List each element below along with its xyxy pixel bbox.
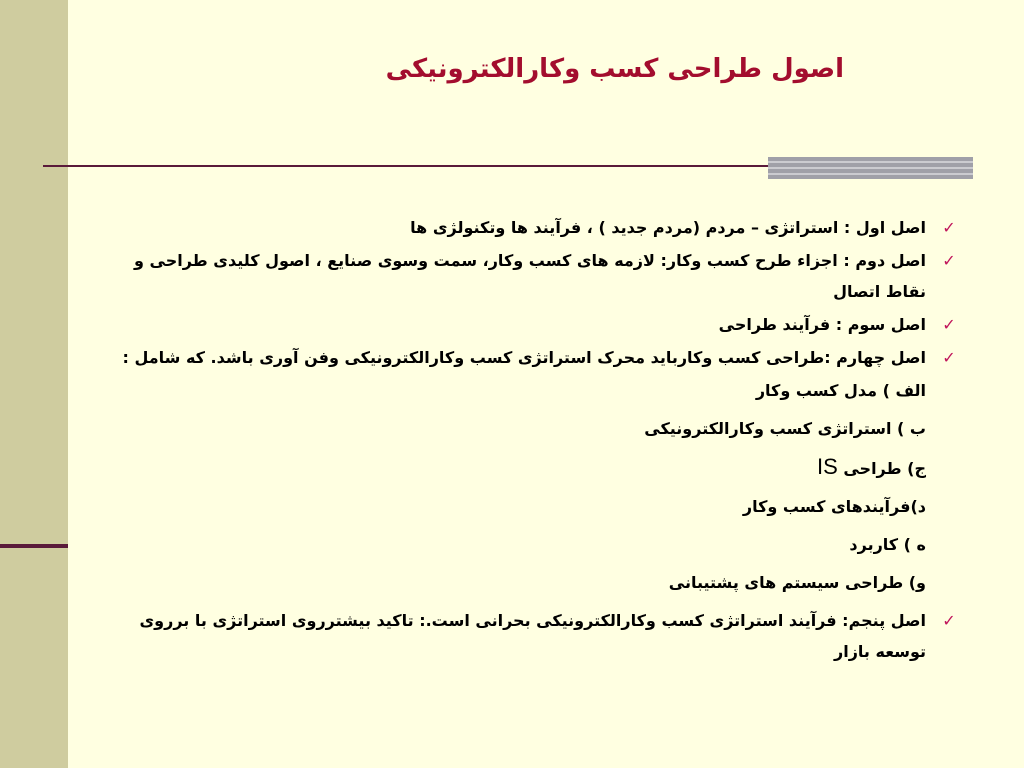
checkmark-bullet-icon: ✓ (942, 315, 956, 334)
bullet-item-5 (108, 605, 958, 667)
checkmark-bullet-icon: ✓ (942, 251, 956, 270)
bullet-item-4 (108, 342, 958, 373)
sub-item-a: الف ) مدل کسب وکار (755, 381, 926, 400)
bullet-text: اصل اول : استراتژی – مردم (مردم جدید ) ، فرآیند ها وتکنولژی ها (410, 218, 926, 237)
left-decorative-band (0, 0, 68, 768)
slide-title: اصول طراحی کسب وکارالکترونیکی (385, 54, 844, 84)
sub-item-c (108, 451, 958, 484)
checkmark-bullet-icon: ✓ (942, 218, 956, 237)
bullet-item-2 (108, 245, 958, 307)
title-decorative-bars (768, 157, 973, 179)
bullet-text: اصل سوم : فرآیند طراحی (718, 315, 926, 334)
bullet-text: اصل پنجم: فرآیند استراتژی کسب وکارالکترونیکی بحرانی است.: تاکید بیشترروی استراتژی با برروی توسعه بازار (139, 611, 926, 661)
sub-item-b: ب ) استراتژی کسب وکارالکترونیکی (644, 419, 926, 438)
slide-content (108, 212, 958, 669)
sub-item-c-latin: IS (816, 454, 838, 479)
sub-item-f: و) طراحی سیستم های پشتیبانی (668, 573, 926, 592)
sub-item-e: ه ) کاربرد (849, 535, 926, 554)
bullet-text: اصل دوم : اجزاء طرح کسب وکار: لازمه های کسب وکار، سمت وسوی صنایع ، اصول کلیدی طراحی و نقاط اتصال (133, 251, 926, 301)
checkmark-bullet-icon: ✓ (942, 611, 956, 630)
bullet-text: اصل چهارم :طراحی کسب وکارباید محرک استراتژی کسب وکارالکترونیکی وفن آوری باشد. که شامل : (122, 348, 926, 367)
bullet-item-1 (108, 212, 958, 243)
left-band-divider (0, 544, 68, 548)
bullet-item-3 (108, 309, 958, 340)
sub-item-c-prefix: ج) طراحی (837, 459, 926, 478)
checkmark-bullet-icon: ✓ (942, 348, 956, 367)
sub-item-d: د)فرآیندهای کسب وکار (742, 497, 926, 516)
